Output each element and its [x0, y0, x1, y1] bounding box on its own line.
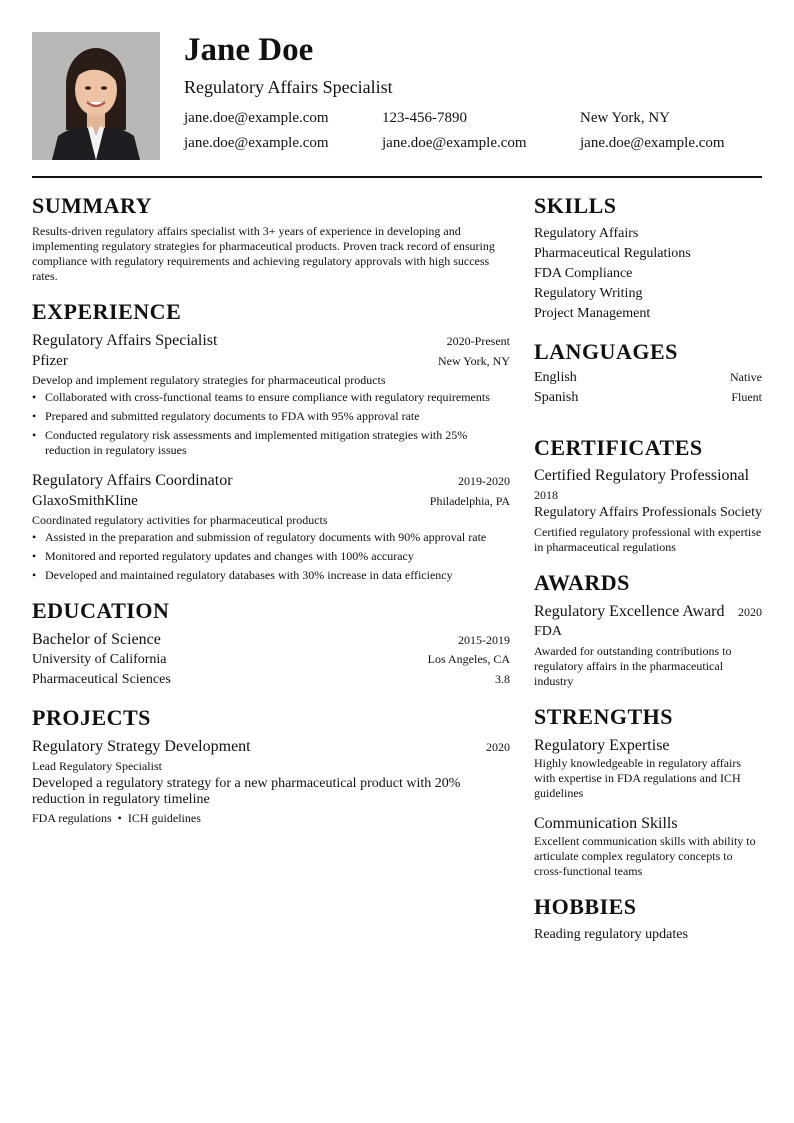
resume-header — [32, 32, 762, 160]
job-entry — [32, 470, 510, 583]
bullet-item: • Collaborated with cross-functional teams to ensure compliance with regulatory requirements — [32, 390, 510, 405]
project-role: Lead Regulatory Specialist — [32, 759, 162, 773]
language-row — [534, 390, 762, 410]
gpa: 3.8 — [495, 672, 510, 686]
job-company: GlaxoSmithKline — [32, 493, 138, 509]
section-heading: CERTIFICATES — [534, 435, 703, 460]
certificates-section — [534, 434, 762, 555]
hobbies-section — [534, 893, 762, 945]
section-heading: LANGUAGES — [534, 339, 678, 364]
bullet-item: • Conducted regulatory risk assessments and implemented mitigation strategies with 25% reduction in regulatory issues — [32, 428, 510, 458]
strength-title: Communication Skills — [534, 815, 678, 832]
section-heading: EXPERIENCE — [32, 299, 182, 324]
summary-text: Results-driven regulatory affairs specialist with 3+ years of experience in developing and implementing regulatory strategies for pharmaceutical products. Proven track record of ensuring compliance with regulatory requirements and achieving regulatory approvals with high success rates. — [32, 224, 495, 283]
section-heading: AWARDS — [534, 570, 630, 595]
job-title: Regulatory Affairs Specialist — [32, 332, 218, 349]
job-description: Coordinated regulatory activities for pharmaceutical products — [32, 513, 328, 527]
section-heading: STRENGTHS — [534, 704, 673, 729]
job-entry — [32, 330, 510, 458]
bullet-item: • Monitored and reported regulatory updates and changes with 100% accuracy — [32, 549, 510, 564]
contact-email: jane.doe@example.com — [184, 135, 329, 151]
project-description: Developed a regulatory strategy for a new pharmaceutical product with 20% reduction in regulatory timeline — [32, 776, 461, 807]
section-heading: SUMMARY — [32, 193, 153, 218]
award-title: Regulatory Excellence Award — [534, 603, 725, 620]
strength-description: Excellent communication skills with ability to articulate complex regulatory concepts to cross-functional teams — [534, 834, 756, 878]
job-bullets — [32, 530, 510, 583]
contact-email: jane.doe@example.com — [382, 135, 527, 151]
project-year: 2020 — [486, 740, 510, 754]
section-heading: EDUCATION — [32, 598, 170, 623]
school-location: Los Angeles, CA — [427, 652, 510, 666]
skill-item: FDA Compliance — [534, 266, 633, 281]
project-tag: ICH guidelines — [127, 811, 201, 825]
education-section — [32, 597, 510, 690]
bullet-item: • Developed and maintained regulatory databases with 30% increase in data efficiency — [32, 568, 510, 583]
section-heading: HOBBIES — [534, 894, 637, 919]
job-company: Pfizer — [32, 353, 68, 369]
header-divider — [32, 176, 762, 178]
contact-row — [184, 133, 762, 158]
education-dates: 2015-2019 — [458, 633, 510, 647]
certificate-description: Certified regulatory professional with expertise in pharmaceutical regulations — [534, 525, 762, 554]
contact-row — [184, 108, 762, 133]
strength-description: Highly knowledgeable in regulatory affairs with expertise in FDA regulations and ICH guidelines — [534, 756, 742, 800]
skills-section — [534, 192, 762, 324]
language-name: English — [534, 370, 577, 385]
candidate-title: Regulatory Affairs Specialist — [184, 77, 393, 97]
school: University of California — [32, 652, 167, 667]
experience-section — [32, 298, 510, 583]
job-title: Regulatory Affairs Coordinator — [32, 472, 233, 489]
candidate-name: Jane Doe — [184, 32, 314, 68]
strength-entry — [534, 735, 762, 801]
skill-item: Project Management — [534, 306, 651, 321]
bullet-item: • Assisted in the preparation and submission of regulatory documents with 90% approval rate — [32, 530, 510, 545]
award-issuer: FDA — [534, 624, 563, 639]
language-level: Fluent — [731, 390, 762, 404]
bullet-item: • Prepared and submitted regulatory documents to FDA with 95% approval rate — [32, 409, 510, 424]
certificate-title: Certified Regulatory Professional — [534, 467, 750, 484]
language-name: Spanish — [534, 390, 579, 405]
project-title: Regulatory Strategy Development — [32, 738, 251, 755]
strength-entry — [534, 813, 762, 879]
skill-item: Regulatory Affairs — [534, 226, 639, 241]
job-dates: 2020-Present — [446, 334, 510, 348]
section-heading: PROJECTS — [32, 705, 151, 730]
project-tags — [32, 810, 510, 826]
awards-section — [534, 569, 762, 689]
contact-email: jane.doe@example.com — [580, 135, 725, 151]
job-description: Develop and implement regulatory strategies for pharmaceutical products — [32, 373, 386, 387]
certificate-issuer: Regulatory Affairs Professionals Society — [534, 505, 762, 520]
section-heading: SKILLS — [534, 193, 617, 218]
language-row — [534, 370, 762, 390]
award-description: Awarded for outstanding contributions to regulatory affairs in the pharmaceutical industry — [534, 644, 732, 688]
skill-item: Pharmaceutical Regulations — [534, 246, 691, 261]
contact-location: New York, NY — [580, 110, 671, 126]
summary-section — [32, 192, 510, 284]
language-level: Native — [730, 370, 762, 384]
strength-title: Regulatory Expertise — [534, 737, 670, 754]
award-year: 2020 — [738, 605, 762, 619]
contact-email: jane.doe@example.com — [184, 110, 329, 126]
left-column — [32, 192, 510, 840]
tag-separator: • — [117, 811, 122, 825]
job-location: New York, NY — [437, 354, 510, 368]
contact-info — [184, 108, 762, 158]
strengths-section — [534, 703, 762, 879]
right-column — [534, 192, 762, 959]
profile-photo — [32, 32, 160, 160]
projects-section — [32, 704, 510, 826]
field-of-study: Pharmaceutical Sciences — [32, 672, 171, 687]
degree: Bachelor of Science — [32, 631, 161, 648]
contact-phone: 123-456-7890 — [382, 110, 467, 126]
certificate-year: 2018 — [534, 488, 558, 502]
job-bullets — [32, 390, 510, 458]
project-tag: FDA regulations — [32, 811, 112, 825]
skill-item: Regulatory Writing — [534, 286, 643, 301]
languages-section — [534, 338, 762, 410]
job-dates: 2019-2020 — [458, 474, 510, 488]
job-location: Philadelphia, PA — [429, 494, 510, 508]
profile-photo-illustration — [32, 32, 160, 160]
hobby-item: Reading regulatory updates — [534, 927, 688, 942]
